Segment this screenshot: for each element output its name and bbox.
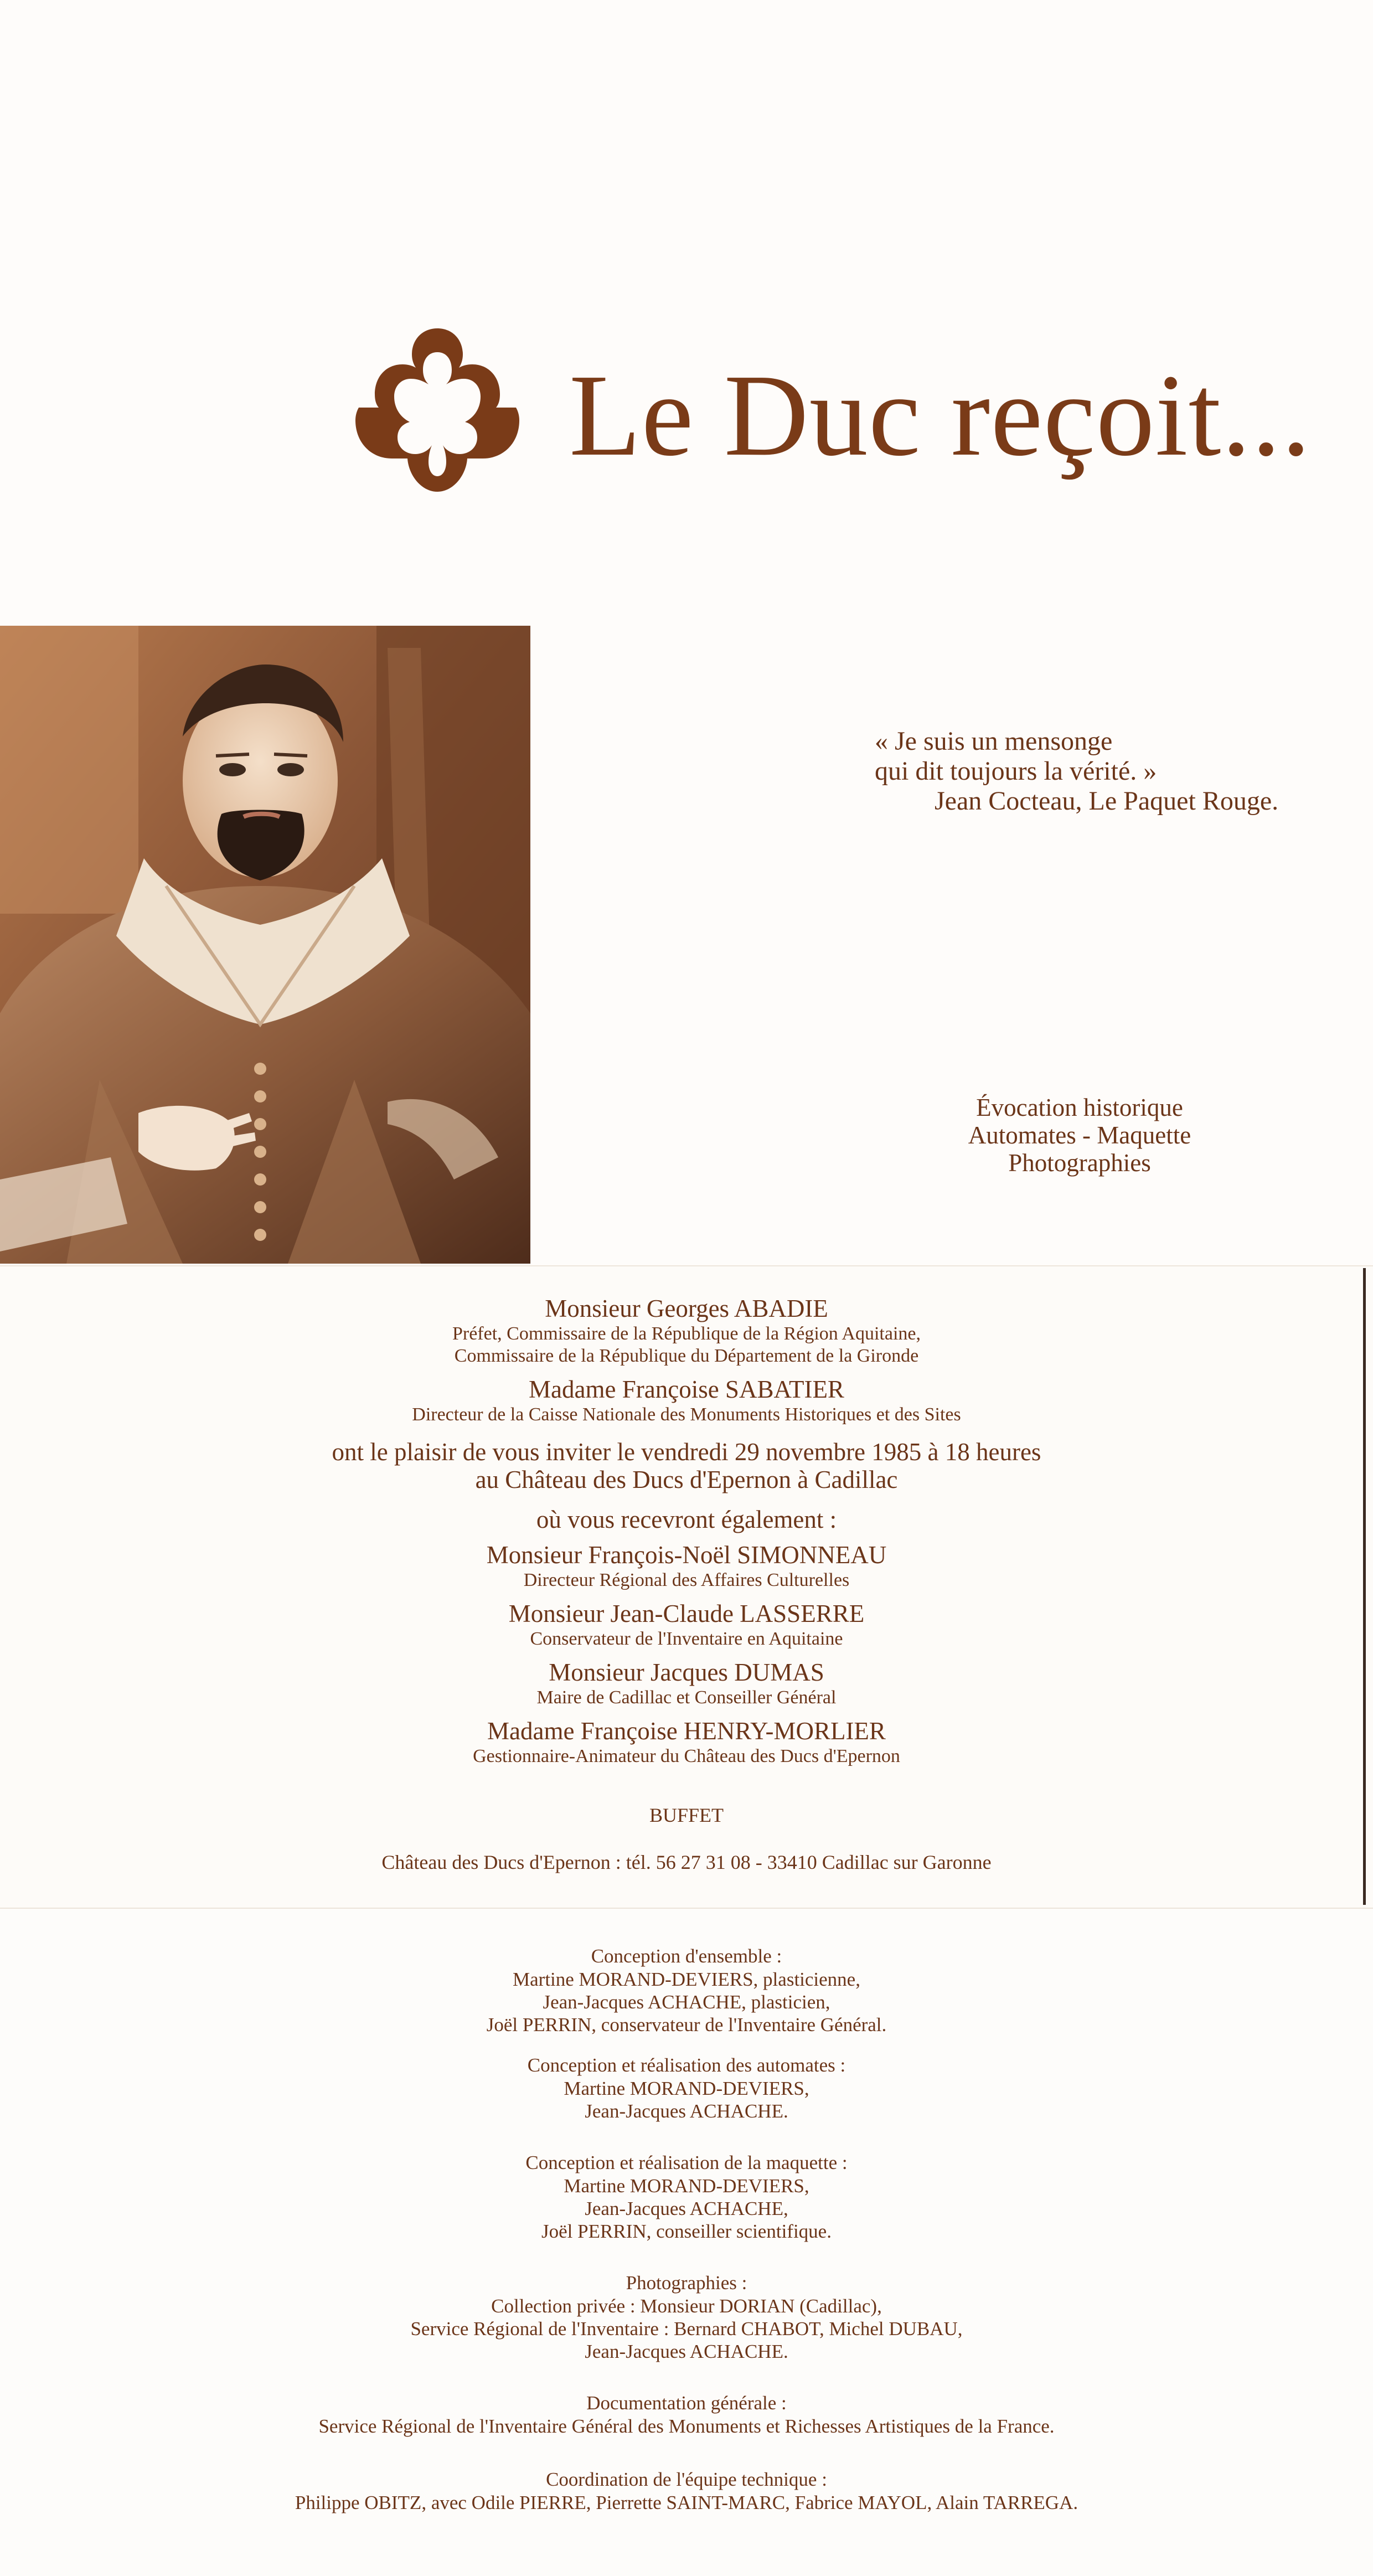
buffet-text: BUFFET	[649, 1804, 724, 1826]
received-by	[0, 1506, 1373, 1533]
credit-heading: Documentation générale :	[586, 2392, 787, 2414]
invitation-panel	[0, 1265, 1373, 1909]
invitation-line: au Château des Ducs d'Epernon à Cadillac	[475, 1466, 898, 1493]
credit-line: Jean-Jacques ACHACHE.	[585, 2100, 788, 2122]
credit-line: Martine MORAND-DEVIERS, plasticienne,	[513, 1969, 860, 1990]
host-role: Directeur de la Caisse Nationale des Monuments Historiques et des Sites	[412, 1404, 961, 1425]
credit-line: Jean-Jacques ACHACHE,	[585, 2198, 788, 2219]
subtitle-line: Évocation historique	[976, 1094, 1183, 1121]
quote-line: qui dit toujours la vérité. »	[875, 756, 1157, 786]
received-by-text: où vous recevront également :	[536, 1506, 837, 1533]
host-role: Commissaire de la République du Département de la Gironde	[454, 1346, 919, 1366]
credit-line: Martine MORAND-DEVIERS,	[564, 2175, 809, 2197]
credit-section	[0, 1945, 1373, 2036]
quatrefoil-emblem-icon	[354, 326, 520, 494]
host-name: Madame Françoise SABATIER	[529, 1375, 844, 1403]
guest-name: Monsieur Jean-Claude LASSERRE	[508, 1600, 865, 1627]
fold-rule	[1363, 1268, 1366, 1905]
credit-line: Collection privée : Monsieur DORIAN (Cadillac),	[491, 2295, 882, 2317]
host-block	[0, 1294, 1373, 1367]
credit-section	[0, 2468, 1373, 2514]
guest-role: Gestionnaire-Animateur du Château des Ducs d'Epernon	[473, 1746, 900, 1766]
guest-role: Conservateur de l'Inventaire en Aquitaine	[530, 1629, 843, 1649]
subtitle-line: Photographies	[1008, 1149, 1151, 1177]
guest-name: Monsieur François-Noël SIMONNEAU	[486, 1541, 887, 1569]
credit-line: Philippe OBITZ, avec Odile PIERRE, Pierrette SAINT-MARC, Fabrice MAYOL, Alain TARREGA.	[295, 2492, 1078, 2513]
subtitle-line: Automates - Maquette	[968, 1121, 1191, 1149]
credit-section	[0, 2271, 1373, 2363]
guest-block	[0, 1717, 1373, 1768]
portrait-automaton-photo	[0, 626, 530, 1264]
quote-author: Jean Cocteau, Le Paquet Rouge.	[935, 786, 1279, 816]
credit-heading: Conception et réalisation de la maquette :	[525, 2152, 848, 2173]
invitation-text	[0, 1438, 1373, 1493]
credits-panel	[0, 1908, 1373, 2576]
credit-line: Jean-Jacques ACHACHE.	[585, 2341, 788, 2362]
credit-heading: Conception d'ensemble :	[591, 1945, 782, 1967]
guest-name: Monsieur Jacques DUMAS	[549, 1658, 824, 1686]
guest-role: Directeur Régional des Affaires Culturelles	[523, 1570, 850, 1590]
credit-section	[0, 2054, 1373, 2122]
credit-heading: Photographies :	[626, 2272, 747, 2294]
guest-block	[0, 1541, 1373, 1591]
credit-section	[0, 2151, 1373, 2243]
credit-line: Martine MORAND-DEVIERS,	[564, 2078, 809, 2099]
page-title: Le Duc reçoit...	[569, 350, 1312, 480]
credit-line: Joël PERRIN, conseiller scientifique.	[541, 2220, 832, 2242]
host-block	[0, 1375, 1373, 1426]
invitation-line: ont le plaisir de vous inviter le vendredi 29 novembre 1985 à 18 heures	[332, 1438, 1041, 1466]
guest-block	[0, 1599, 1373, 1650]
credit-heading: Conception et réalisation des automates :	[527, 2054, 846, 2076]
buffet-label	[0, 1804, 1373, 1827]
credit-section	[0, 2392, 1373, 2438]
venue-address	[0, 1851, 1373, 1874]
guest-name: Madame Françoise HENRY-MORLIER	[487, 1717, 886, 1745]
credit-heading: Coordination de l'équipe technique :	[546, 2469, 827, 2490]
credit-line: Service Régional de l'Inventaire : Bernard CHABOT, Michel DUBAU,	[410, 2318, 963, 2340]
credit-line: Jean-Jacques ACHACHE, plasticien,	[543, 1991, 830, 2013]
address-text: Château des Ducs d'Epernon : tél. 56 27 31 08 - 33410 Cadillac sur Garonne	[381, 1851, 992, 1873]
exhibition-subtitle	[908, 1094, 1251, 1177]
guest-block	[0, 1658, 1373, 1709]
host-name: Monsieur Georges ABADIE	[545, 1295, 828, 1322]
credit-line: Joël PERRIN, conservateur de l'Inventaire Général.	[486, 2014, 887, 2036]
cover-panel	[0, 0, 1373, 1265]
epigraph-quote	[875, 727, 1278, 816]
guest-role: Maire de Cadillac et Conseiller Général	[536, 1687, 837, 1708]
credit-line: Service Régional de l'Inventaire Général des Monuments et Richesses Artistiques de la France.	[318, 2415, 1055, 2437]
quote-line: « Je suis un mensonge	[875, 727, 1113, 756]
host-role: Préfet, Commissaire de la République de la Région Aquitaine,	[452, 1323, 921, 1344]
